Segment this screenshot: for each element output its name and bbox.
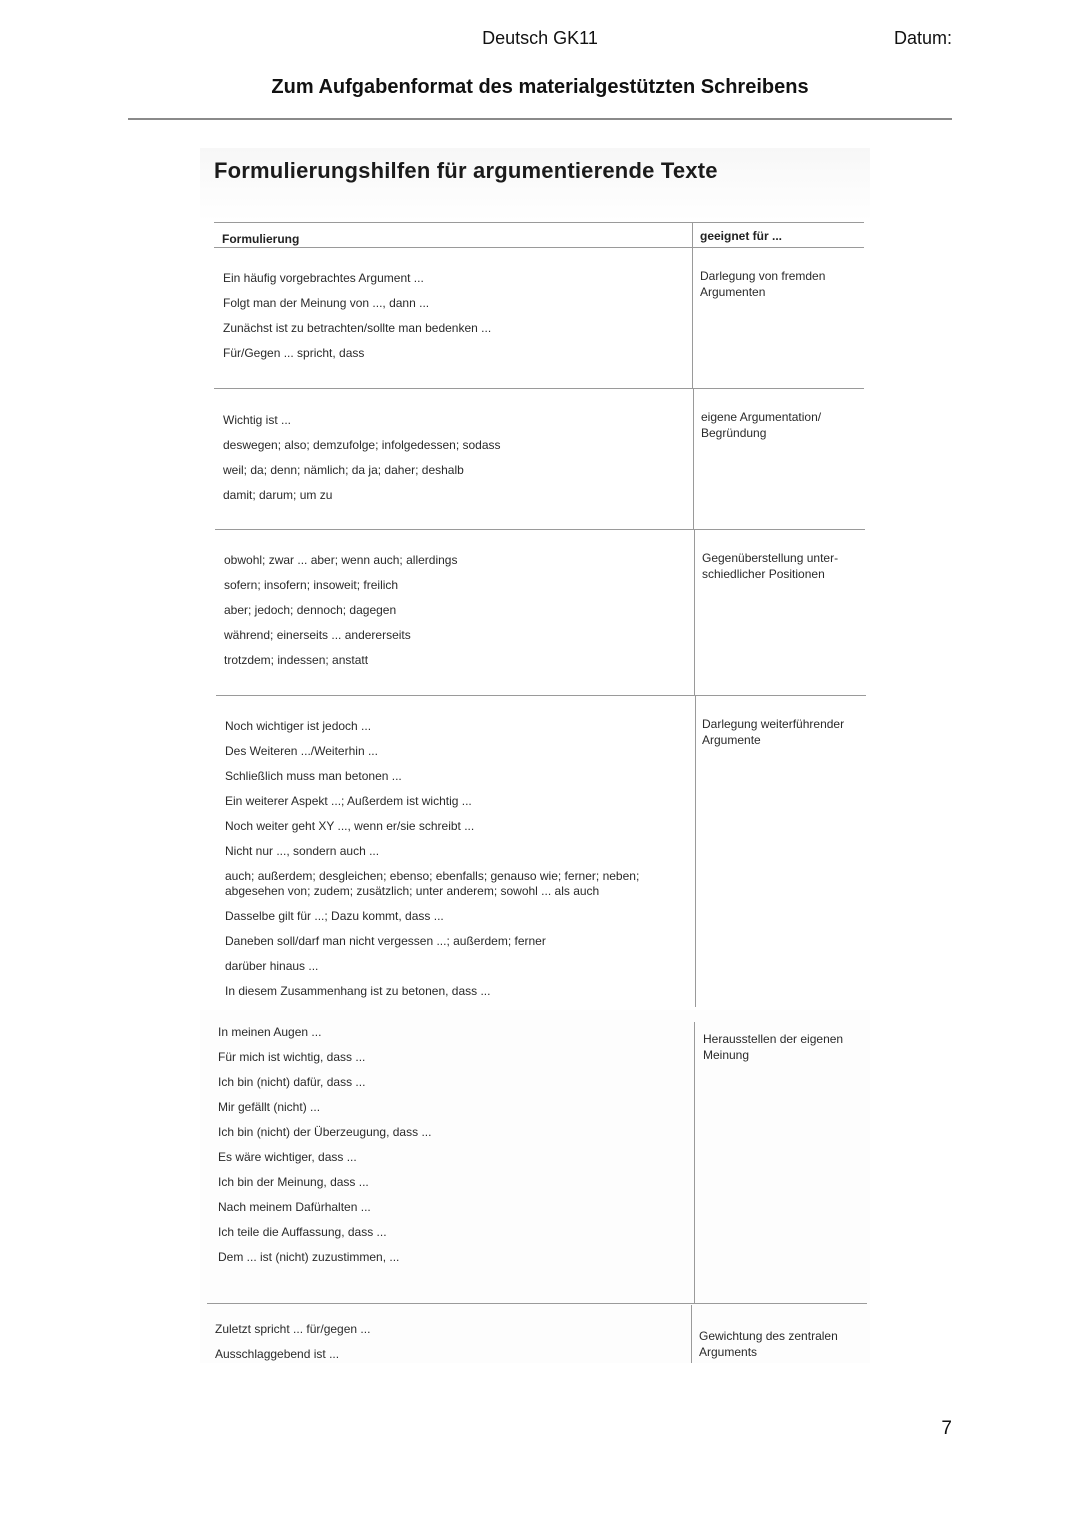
phrase: Ich bin der Meinung, dass ... <box>218 1175 369 1189</box>
phrase: weil; da; denn; nämlich; da ja; daher; deshalb <box>223 463 464 477</box>
phrase: darüber hinaus ... <box>225 959 319 973</box>
phrase: Dem ... ist (nicht) zuzustimmen, ... <box>218 1250 400 1264</box>
phrase: Nach meinem Dafürhalten ... <box>218 1200 371 1214</box>
section-divider <box>214 388 864 389</box>
phrase: aber; jedoch; dennoch; dagegen <box>224 603 397 617</box>
phrase: Ich bin (nicht) der Überzeugung, dass ... <box>218 1125 432 1139</box>
section-4-phrases <box>225 719 685 1009</box>
phrase: Daneben soll/darf man nicht vergessen ...; außerdem; ferner <box>225 934 546 948</box>
column-separator <box>692 222 693 389</box>
phrase: Dasselbe gilt für ...; Dazu kommt, dass ... <box>225 909 444 923</box>
phrase: Noch wichtiger ist jedoch ... <box>225 719 372 733</box>
document-title: Zum Aufgabenformat des materialgestützten Schreibens <box>271 76 809 98</box>
column-separator <box>691 1305 692 1363</box>
phrase: damit; darum; um zu <box>223 488 333 502</box>
phrase: Es wäre wichtiger, dass ... <box>218 1150 357 1164</box>
section-divider <box>215 529 865 530</box>
page-number: 7 <box>941 1418 952 1439</box>
header-subject: Deutsch GK11 <box>482 28 598 48</box>
phrase: Ein häufig vorgebrachtes Argument ... <box>223 271 424 285</box>
phrase: Zunächst ist zu betrachten/sollte man bedenken ... <box>223 321 492 335</box>
section-1-phrases <box>223 271 683 371</box>
phrase: Wichtig ist ... <box>223 413 292 427</box>
phrase: während; einerseits ... andererseits <box>224 628 411 642</box>
section-6-purpose: Gewichtung des zentralen Arguments <box>699 1329 838 1359</box>
section-divider <box>216 695 866 696</box>
phrase: Für mich ist wichtig, dass ... <box>218 1050 366 1064</box>
column-header-formulierung: Formulierung <box>222 232 300 246</box>
phrase: Noch weiter geht XY ..., wenn er/sie schreibt ... <box>225 819 475 833</box>
section-1-purpose: Darlegung von fremden Argumenten <box>700 269 826 299</box>
phrase: Des Weiteren .../Weiterhin ... <box>225 744 378 758</box>
phrase: Mir gefällt (nicht) ... <box>218 1100 321 1114</box>
section-2-purpose: eigene Argumentation/ Begründung <box>701 410 822 440</box>
section-2-phrases <box>223 413 683 513</box>
section-3-purpose: Gegenüberstellung unter-schiedlicher Positionen <box>702 551 839 581</box>
column-separator <box>694 1022 695 1304</box>
phrase: Zuletzt spricht ... für/gegen ... <box>215 1322 371 1336</box>
table-top-rule <box>214 222 864 223</box>
phrase: In meinen Augen ... <box>218 1025 322 1039</box>
header-date-label: Datum: <box>893 28 952 48</box>
phrase: Schließlich muss man betonen ... <box>225 769 402 783</box>
phrase: Für/Gegen ... spricht, dass <box>223 346 365 360</box>
phrase: In diesem Zusammenhang ist zu betonen, dass ... <box>225 984 491 998</box>
section-divider <box>207 1303 867 1304</box>
section-5-phrases <box>218 1025 678 1275</box>
section-6-phrases <box>215 1322 675 1372</box>
section-4-purpose: Darlegung weiterführender Argumente <box>702 717 845 747</box>
phrase: Ich bin (nicht) dafür, dass ... <box>218 1075 366 1089</box>
column-separator <box>694 529 695 695</box>
phrase: Ich teile die Auffassung, dass ... <box>218 1225 387 1239</box>
phrase: trotzdem; indessen; anstatt <box>224 653 369 667</box>
section-5-purpose: Herausstellen der eigenen Meinung <box>703 1032 844 1062</box>
phrase: Folgt man der Meinung von ..., dann ... <box>223 296 430 310</box>
phrase: sofern; insofern; insoweit; freilich <box>224 578 399 592</box>
header-divider <box>128 118 952 120</box>
phrase: Ausschlaggebend ist ... <box>215 1347 340 1361</box>
phrase: Nicht nur ..., sondern auch ... <box>225 844 380 858</box>
phrase: deswegen; also; demzufolge; infolgedessen; sodass <box>223 438 501 452</box>
table-header-rule <box>214 247 864 248</box>
column-separator <box>693 389 694 529</box>
column-header-geeignet: geeignet für ... <box>700 229 783 243</box>
phrase: Ein weiterer Aspekt ...; Außerdem ist wichtig ... <box>225 794 472 808</box>
phrase: auch; außerdem; desgleichen; ebenso; ebenfalls; genauso wie; ferner; neben; abgesehen von; zudem; zusätzlich; unter anderem; sowohl ... als auch <box>225 869 640 898</box>
column-separator <box>695 695 696 1007</box>
phrase: obwohl; zwar ... aber; wenn auch; allerdings <box>224 553 458 567</box>
section-3-phrases <box>224 553 684 678</box>
table-title: Formulierungshilfen für argumentierende Texte <box>214 158 718 183</box>
